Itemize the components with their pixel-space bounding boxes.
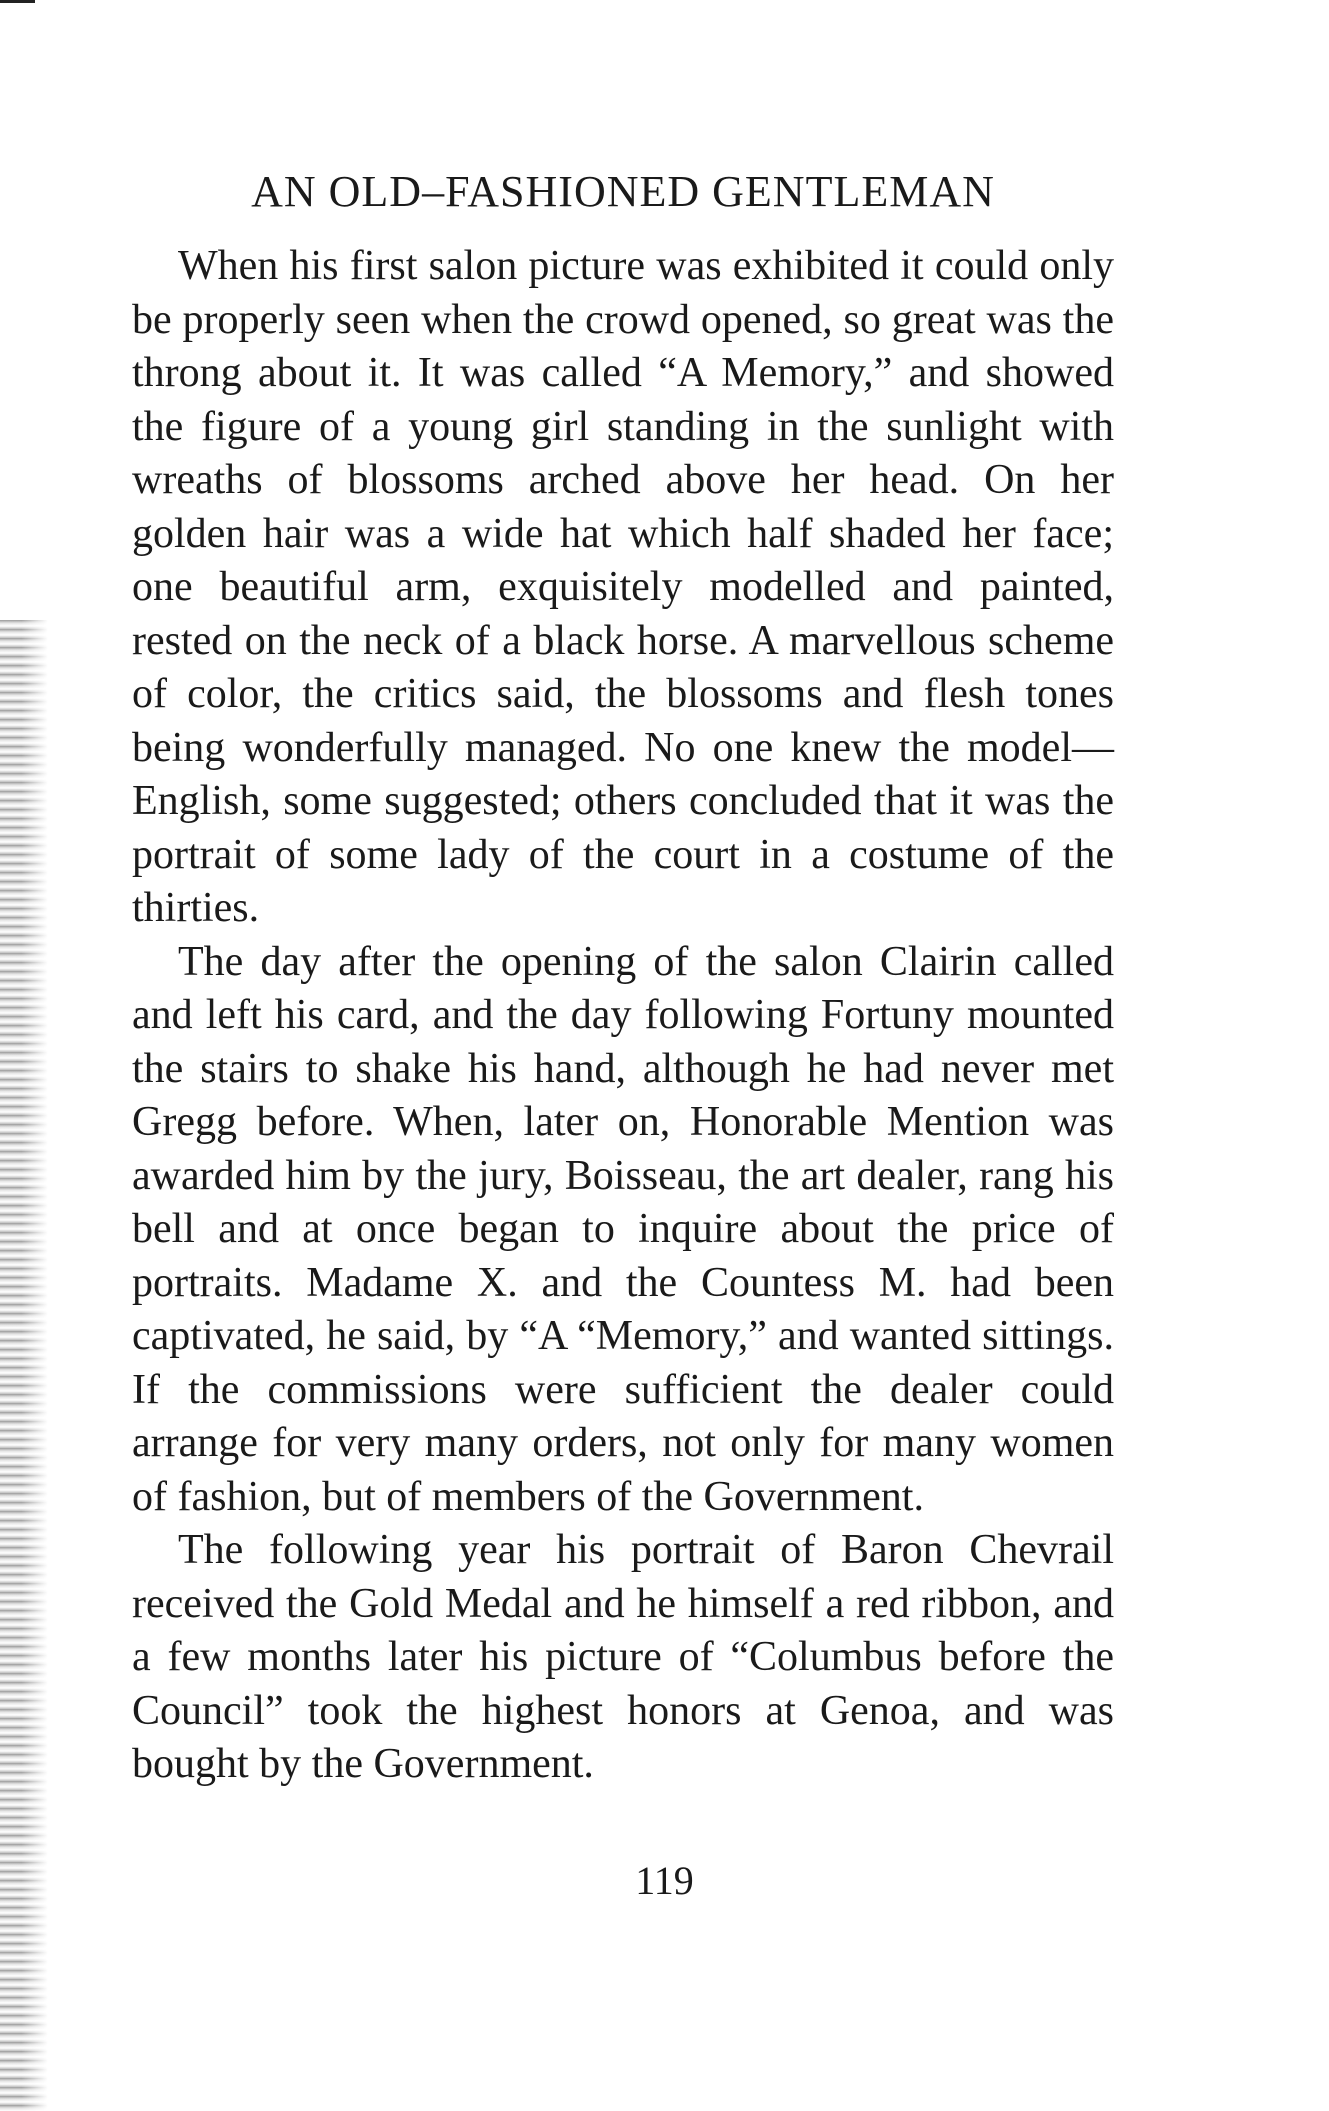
paragraph: The day after the opening of the salon Clairin called and left his card, and the day following Fortuny mounted the stairs to shake his hand, although he had never met Gregg before. When, later on, Honorable Mention was awarded him by the jury, Boisseau, the art dealer, rang his bell and at once began to inquire about the price of portraits. Madame X. and the Countess M. had been captivated, he said, by “A “Memory,” and wanted sittings. If the commissions were sufficient the dealer could arrange for very many orders, not only for many women of fashion, but of members of the Government. xyxy=(132,938,1114,1520)
page-number: 119 xyxy=(635,1858,694,1903)
book-page xyxy=(132,160,1114,1792)
running-head: AN OLD–FASHIONED GENTLEMAN xyxy=(251,167,995,216)
body-text xyxy=(132,240,1114,1792)
scan-corner-mark xyxy=(0,0,35,3)
paragraph: The following year his portrait of Baron Chevrail received the Gold Medal and he himself a red ribbon, and a few months later his picture of “Columbus before the Council” took the highest honors at Genoa, and was bought by the Government. xyxy=(132,1527,1114,1787)
paragraph: When his first salon picture was exhibited it could only be properly seen when the crowd opened, so great was the throng about it. It was called “A Memory,” and showed the figure of a young girl standing in the sunlight with wreaths of blossoms arched above her head. On her golden hair was a wide hat which half shaded her face; one beautiful arm, exquisitely modelled and painted, rested on the neck of a black horse. A marvellous scheme of color, the critics said, the blossoms and flesh tones being wonderfully managed. No one knew the model—English, some suggested; others concluded that it was the portrait of some lady of the court in a costume of the thirties. xyxy=(132,243,1114,931)
